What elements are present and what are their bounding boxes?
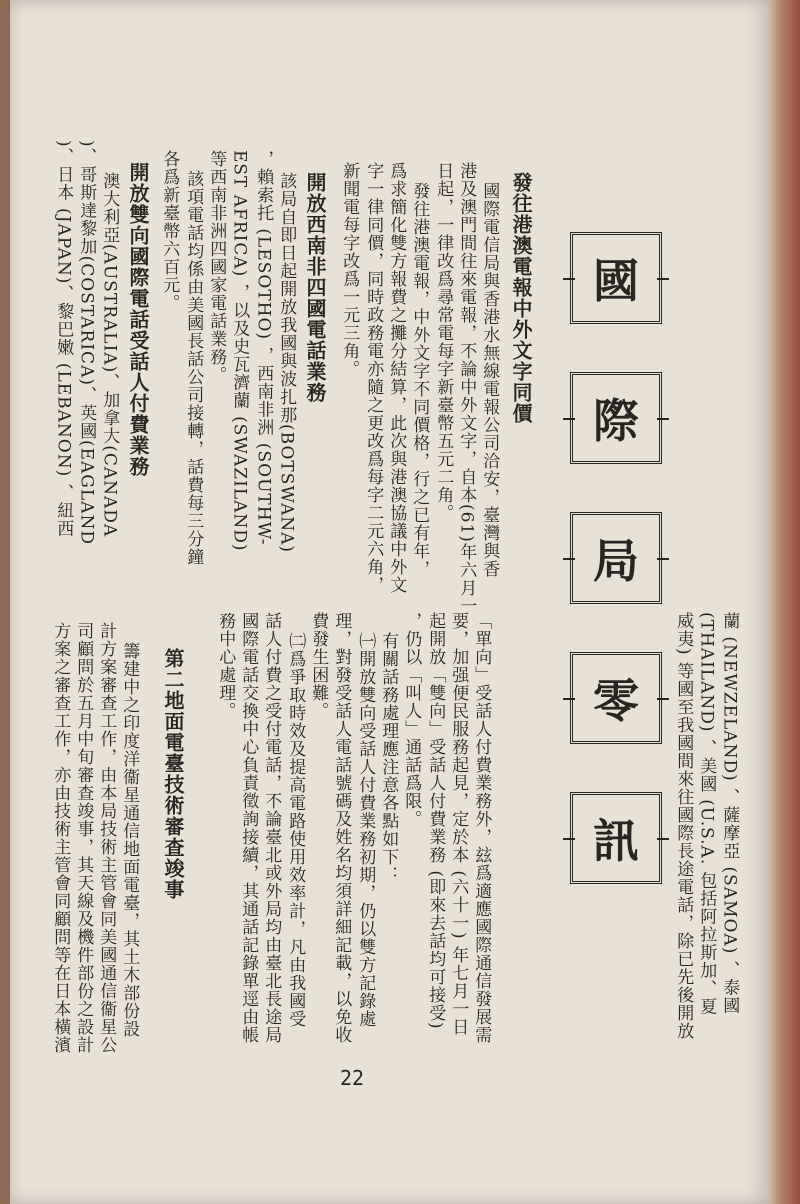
paragraph-line: 爲求簡化雙方報費之攤分結算，此次與港澳協議中外文 xyxy=(386,162,407,594)
paragraph-line: 理，對發受話人電話號碼及姓名均須詳細記載，以免收 xyxy=(331,612,352,1044)
paragraph-line: 籌建中之印度洋衞星通信地面電臺，其土木部份設 xyxy=(119,642,140,1038)
paragraph-line: 有關話務處理應注意各點如下： xyxy=(378,632,399,884)
paragraph-line: 司顧問於五月中旬審查竣事，其天線及機件部份之設計 xyxy=(73,622,94,1054)
paragraph-line: 國際電話交換中心負責徵詢接續，其通話記錄單逕由帳 xyxy=(238,612,259,1044)
paragraph-line: 「單向」受話人付費業務外，玆爲適應國際通信發展需 xyxy=(471,612,492,1044)
paragraph-line: ㈠開放雙向受話人付費業務初期，仍以雙方記錄處 xyxy=(355,632,376,1028)
title-char: 訊 xyxy=(593,814,639,868)
paragraph-line: 澳大利亞(AUSTRALIA)、加拿大(CANADA xyxy=(99,172,120,538)
section-heading: 發往港澳電報中外文字同價 xyxy=(509,172,533,424)
paragraph-line: ㈡爲爭取時效及提高電路使用效率計，凡由我國受 xyxy=(285,632,306,1028)
paragraph-line: 港及澳門間往來電報，不論中外文字，自本(61)年六月一 xyxy=(456,162,477,615)
title-char: 零 xyxy=(593,674,639,728)
page-number: 22 xyxy=(340,1066,365,1090)
paragraph-line: 各爲新臺幣六百元。 xyxy=(159,150,180,312)
title-char-box xyxy=(570,232,662,324)
paragraph-line: )、哥斯達黎加(COSTARICA)、英國(EAGLAND xyxy=(76,140,97,545)
paragraph-line: (THAILAND) 、美國 (U.S.A. 包括阿拉斯加、夏 xyxy=(696,612,717,1016)
paragraph-line: 日起，一律改爲尋常電每字新臺幣五元二角。 xyxy=(433,162,454,522)
paragraph-line: 發往港澳電報，中外文字不同價格，行之已有年， xyxy=(409,182,430,578)
title-char-box xyxy=(570,372,662,464)
paragraph-line: 話人付費之受付電話，不論臺北或外局均由臺北長途局 xyxy=(261,612,282,1044)
paragraph-line: 蘭 (NEWZELAND) 、薩摩亞 (SAMOA) 、泰國 xyxy=(719,612,740,1015)
section-heading: 第二地面電臺技術審查竣事 xyxy=(161,648,185,900)
title-char: 國 xyxy=(593,254,639,308)
title-char: 際 xyxy=(593,394,639,448)
paragraph-line: 起開放「雙向」受話人付費業務 (即來去話均可接受) xyxy=(425,612,446,1030)
paragraph-line: 計方案審查工作，由本局技術主管會同美國通信衞星公 xyxy=(96,622,117,1054)
paragraph-line: EST AFRICA) ，以及史瓦濟蘭 (SWAZILAND) xyxy=(229,150,250,552)
paragraph-line: 務中心處理。 xyxy=(215,612,236,720)
title-char-box xyxy=(570,792,662,884)
paragraph-line: 字一律同價，同時政務電亦隨之更改爲每字二元六角， xyxy=(363,162,384,594)
paragraph-line: )、日本 (JAPAN)、黎巴嫩 (LEBANON) 、紐西 xyxy=(53,140,74,538)
paragraph-line: ，賴索托 (LESOTHO) ，西南非洲 (SOUTHW- xyxy=(253,150,274,546)
paragraph-line: 威夷) 等國至我國間來往國際長途電話，除已先後開放 xyxy=(673,612,694,1041)
paragraph-line: 方案之審查工作，亦由技術主管會同顧問等在日本橫濱 xyxy=(50,622,71,1054)
paragraph-line: 要，加强便民服務起見，定於本 (六十一) 年七月一日 xyxy=(448,612,469,1037)
paragraph-line: 新聞電每字改爲一元三角。 xyxy=(339,162,360,378)
paragraph-line: ，仍以「叫人」通話爲限。 xyxy=(401,612,422,828)
book-edge xyxy=(770,0,800,1204)
paragraph-line: 國際電信局與香港水無線電報公司洽安，臺灣與香 xyxy=(479,182,500,578)
paragraph-line: 該局自即日起開放我國與波扎那(BOTSWANA) xyxy=(276,172,297,554)
paragraph-line: 費發生困難。 xyxy=(308,612,329,720)
paragraph-line: 該項電話均係由美國長話公司接轉，話費每三分鐘 xyxy=(183,170,204,566)
title-char-box xyxy=(570,512,662,604)
title-char: 局 xyxy=(593,534,639,588)
paragraph-line: 等西南非洲四國家電話業務。 xyxy=(206,150,227,384)
section-heading: 開放西南非四國電話業務 xyxy=(303,172,327,403)
section-heading: 開放雙向國際電話受話人付費業務 xyxy=(126,162,150,477)
title-char-box xyxy=(570,652,662,744)
